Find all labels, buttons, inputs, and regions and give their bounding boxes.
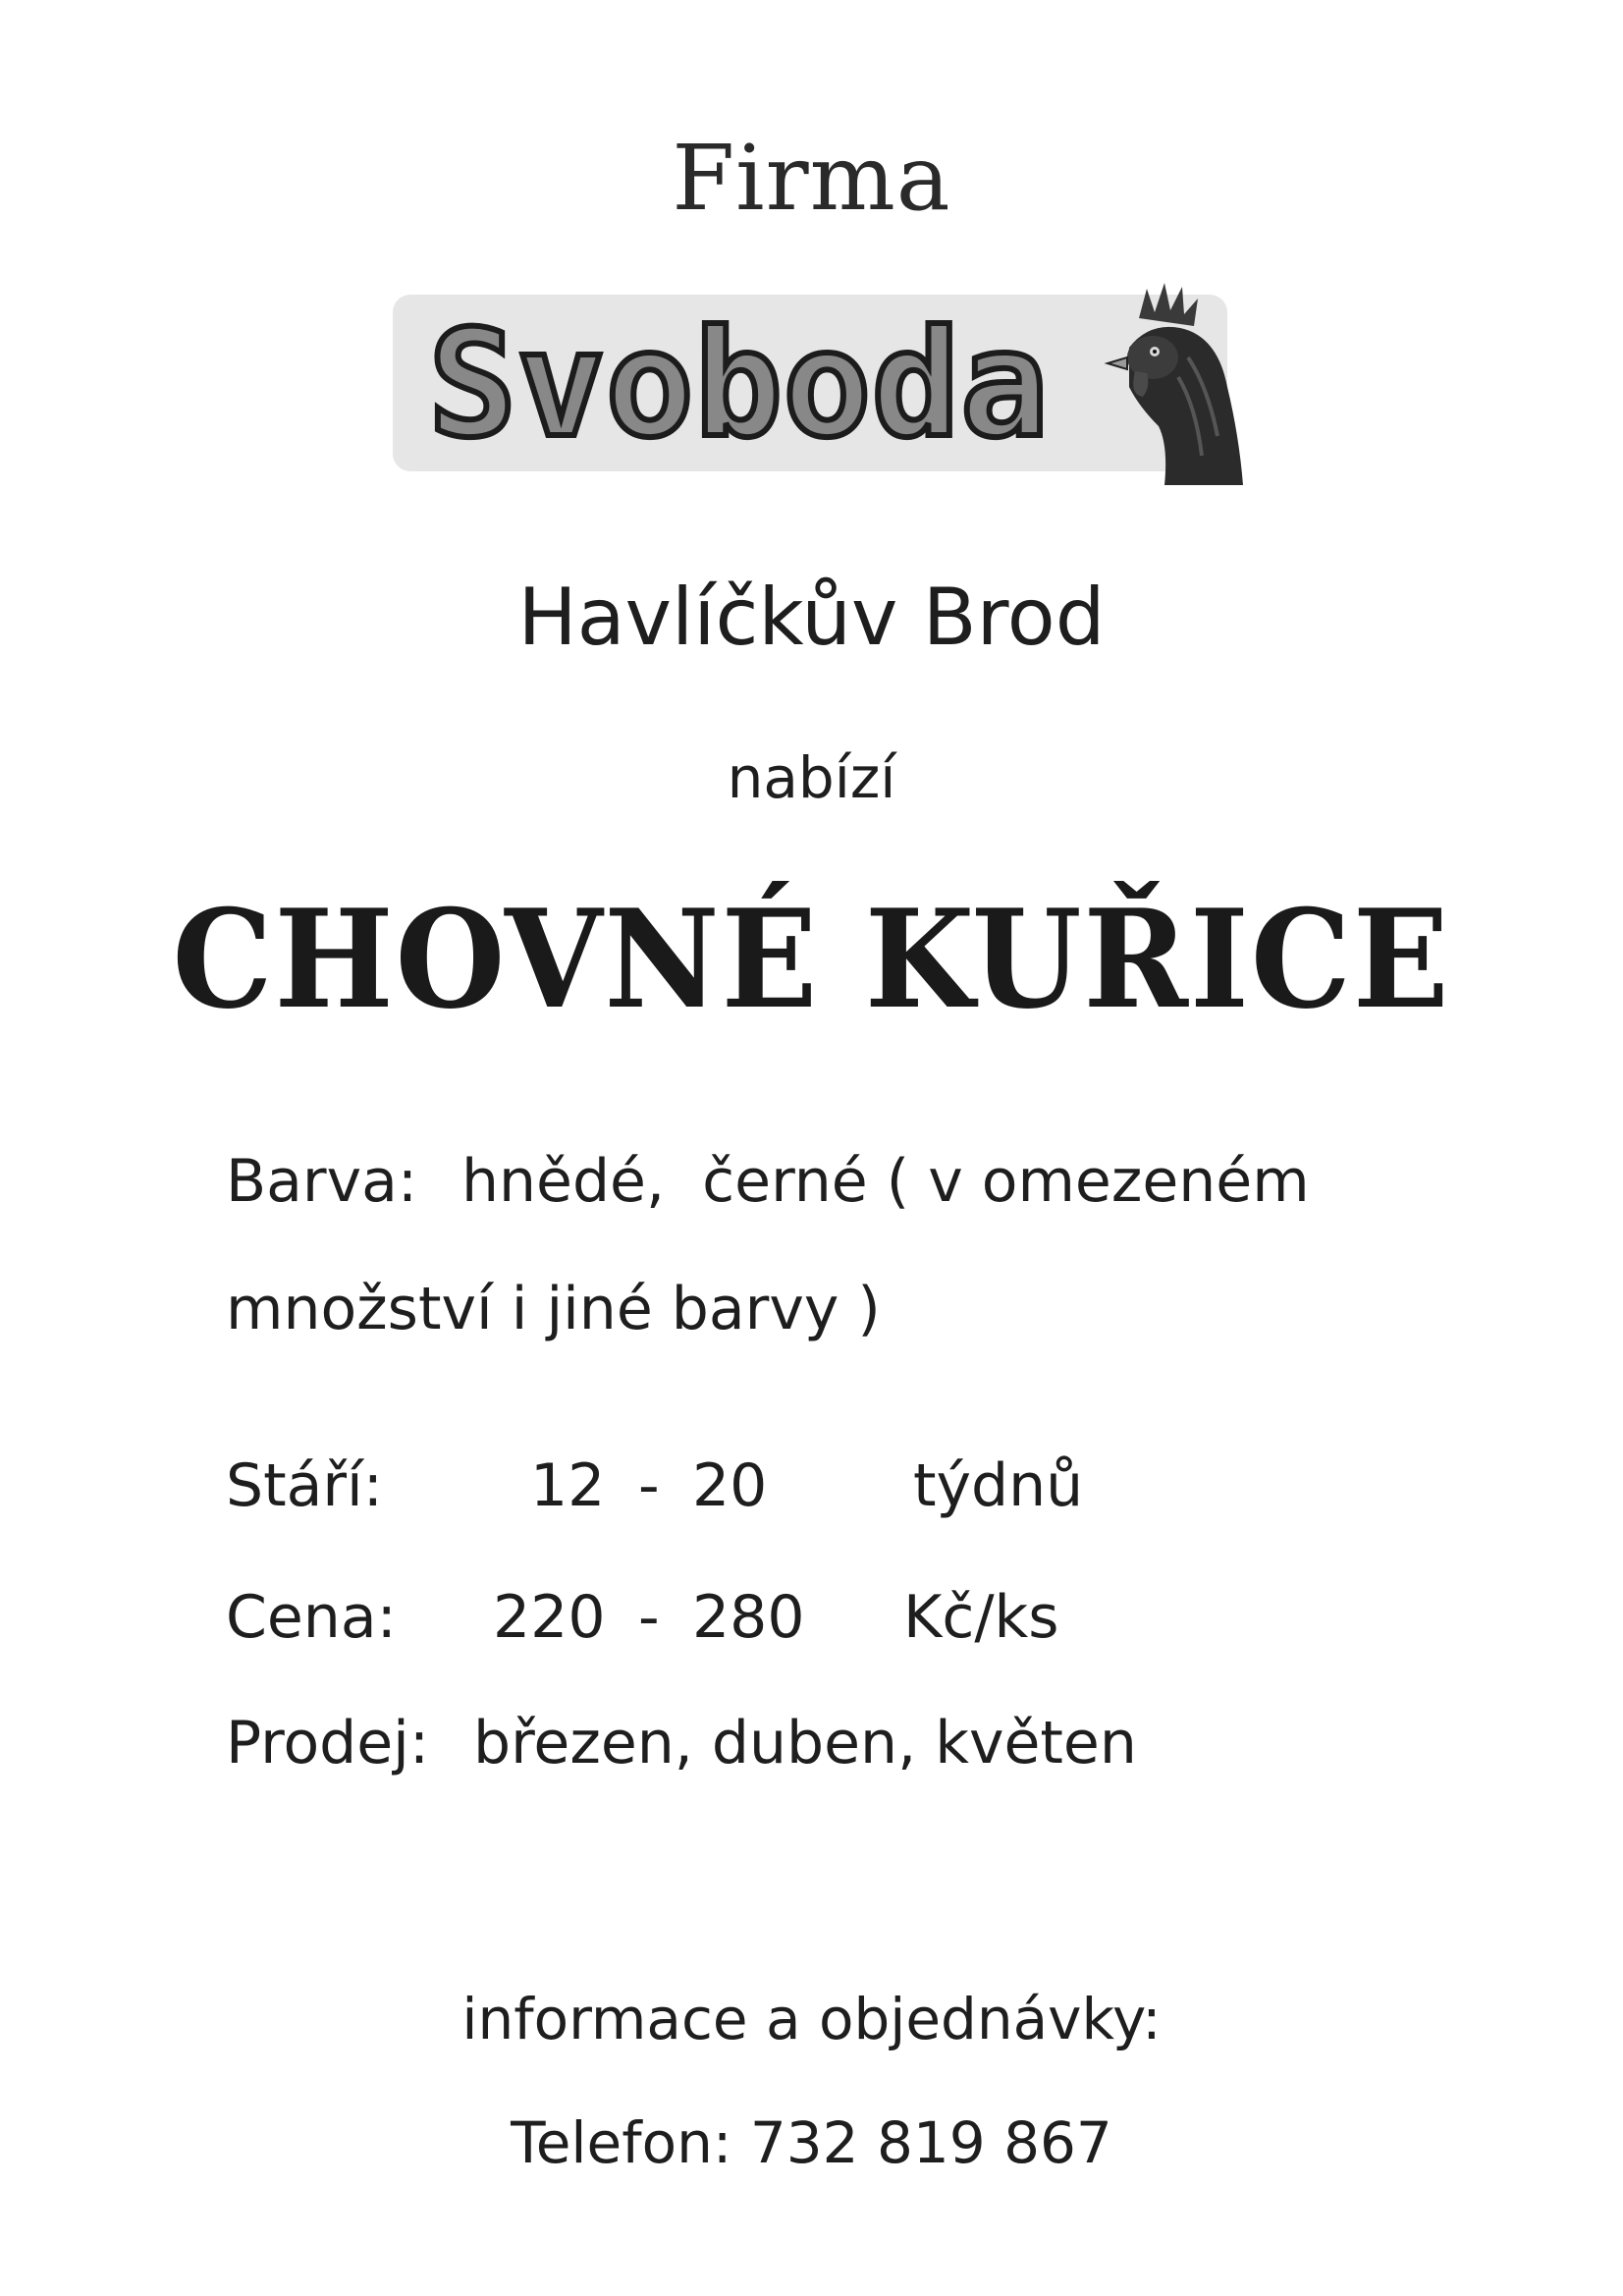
sale-row [226,1709,1404,1787]
age-unit: týdnů [913,1451,1084,1520]
company-logo [393,287,1237,483]
price-from: 220 [493,1583,606,1652]
price-dash: - [638,1583,660,1652]
age-from: 12 [530,1451,606,1520]
contact-intro: informace a objednávky: [461,1986,1162,2052]
sale-label: Prodej: [226,1709,430,1777]
color-value: hnědé, černé ( v omezeném [461,1147,1310,1216]
company-prefix: Firma [672,126,951,231]
rooster-head-icon [1070,279,1247,485]
color-row [226,1147,1404,1226]
price-to: 280 [692,1583,805,1652]
city: Havlíčkův Brod [517,572,1106,663]
color-label: Barva: [226,1147,418,1216]
age-dash: - [638,1451,660,1520]
color-row-continued [226,1275,1404,1353]
price-unit: Kč/ks [903,1583,1059,1652]
sale-value: březen, duben, květen [473,1709,1137,1777]
offers-word: nabízí [727,744,896,811]
color-value-continued: množství i jiné barvy ) [226,1275,881,1343]
price-label: Cena: [226,1583,397,1652]
price-row [226,1583,1404,1662]
age-to: 20 [692,1451,768,1520]
phone-number: Telefon: 732 819 867 [511,2109,1112,2176]
age-row [226,1451,1404,1530]
age-label: Stáří: [226,1451,383,1520]
logo-text: Svoboda [428,300,1050,470]
headline: CHOVNÉ KUŘICE [172,879,1451,1039]
